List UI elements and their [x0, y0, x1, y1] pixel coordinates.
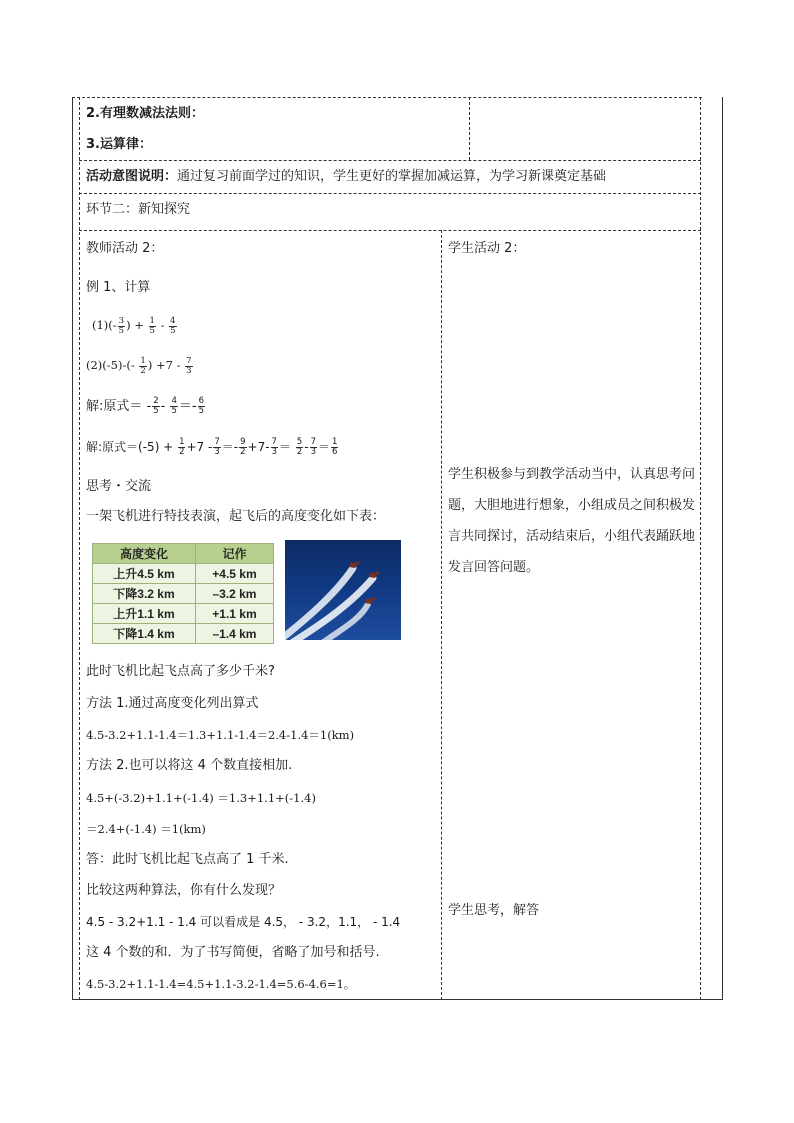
table-header: 记作 — [195, 544, 273, 564]
student-activity-description: 学生积极参与到教学活动当中，认真思考问题，大胆地进行想象，小组成员之间积极发言共同探讨，活动结束后，小组代表踊跃地发言回答问题。 — [448, 467, 696, 575]
answer-text: 答：此时飞机比起飞点高了 1 千米. — [86, 852, 289, 867]
activity-intent-label: 活动意图说明： — [86, 169, 178, 184]
table-cell: 下降1.4 km — [93, 624, 196, 644]
table-cell: 上升4.5 km — [93, 564, 196, 584]
table-row — [93, 624, 274, 644]
note-line-1: 4.5 - 3.2+1.1 - 1.4 可以看成是 4.5， - 3.2，1.1， - 1.4 — [86, 915, 401, 929]
outer-border-left — [72, 97, 73, 1000]
question-2: (2)(-5)-(- $\frac{1}{2}$ ) +7 - $\frac{7}{3}$ — [86, 355, 192, 376]
height-question: 此时飞机比起飞点高了多少千米? — [86, 664, 275, 679]
activity-intent-text: 通过复习前面学过的知识，学生更好的掌握加减运算，为学习新课奠定基础 — [177, 169, 607, 184]
plane-problem-text: 一架飞机进行特技表演，起飞后的高度变化如下表： — [86, 509, 386, 524]
table-cell: –3.2 km — [195, 584, 273, 604]
table-header-row — [93, 544, 274, 564]
row-line-2 — [79, 193, 701, 194]
laws-item: 3.运算律： — [86, 137, 152, 152]
aerobatic-planes-photo — [285, 540, 401, 640]
table-cell: +1.1 km — [195, 604, 273, 624]
section-title: 环节二：新知探究 — [86, 202, 191, 217]
student-think-answer: 学生思考，解答 — [448, 903, 540, 918]
table-row — [93, 604, 274, 624]
compare-question: 比较这两种算法，你有什么发现？ — [86, 883, 282, 898]
method-2: 方法 2.也可以将这 4 个数直接相加. — [86, 758, 293, 773]
table-header: 高度变化 — [93, 544, 196, 564]
row-line-top — [72, 97, 702, 98]
student-activity-header: 学生活动 2： — [448, 241, 526, 256]
inner-frame-right — [700, 97, 701, 1000]
solution-1: 解:原式＝ - $\frac{2}{5}$ - $\frac{4}{5}$ ＝- $\frac{6}{5}$ — [86, 396, 205, 416]
table-row — [93, 564, 274, 584]
outer-border-bottom — [72, 999, 723, 1000]
think-exchange: 思考・交流 — [86, 479, 152, 494]
calc-1: 4.5-3.2+1.1-1.4＝1.3+1.1-1.4＝2.4-1.4＝1(km) — [86, 728, 355, 742]
teacher-activity-header: 教师活动 2： — [86, 241, 164, 256]
height-change-table — [92, 543, 274, 644]
table-cell: +4.5 km — [195, 564, 273, 584]
table-cell: –1.4 km — [195, 624, 273, 644]
outer-border-right — [722, 97, 723, 1000]
top-row-divider — [469, 97, 470, 160]
row-line-3 — [79, 230, 701, 231]
solution-2: 解:原式＝(-5) + $\frac{1}{2}$ +7 - $\frac{7}{3}$ ＝- $\frac{9}{2}$ +7- $\frac{7}{3}$ ＝ $\frac{5}{2}$ - $\frac{7}{3}$ ＝ $\frac{1}{6}$ — [86, 437, 338, 457]
example-title: 例 1、计算 — [86, 280, 151, 295]
table-row — [93, 584, 274, 604]
calc-3: 4.5-3.2+1.1-1.4=4.5+1.1-3.2-1.4=5.6-4.6=1。 — [86, 977, 356, 991]
table-cell: 下降3.2 km — [93, 584, 196, 604]
smoke-trails-illustration — [285, 540, 401, 640]
activity-intent — [86, 169, 606, 185]
calc-2a: 4.5+(-3.2)+1.1+(-1.4) ＝1.3+1.1+(-1.4) — [86, 791, 316, 805]
method-1: 方法 1.通过高度变化列出算式 — [86, 696, 259, 711]
question-1: (1)(- $\frac{3}{5}$ ) + $\frac{1}{5}$ - $\frac{4}{5}$ — [92, 315, 176, 336]
subtraction-rule-item: 2.有理数减法法则： — [86, 106, 204, 121]
row-line-1 — [79, 160, 701, 161]
calc-2b: ＝2.4+(-1.4) ＝1(km) — [86, 822, 206, 836]
activity-divider — [441, 230, 442, 1000]
table-cell: 上升1.1 km — [93, 604, 196, 624]
note-line-2: 这 4 个数的和．为了书写简便，省略了加号和括号. — [86, 945, 380, 960]
inner-frame-left — [79, 97, 80, 1000]
